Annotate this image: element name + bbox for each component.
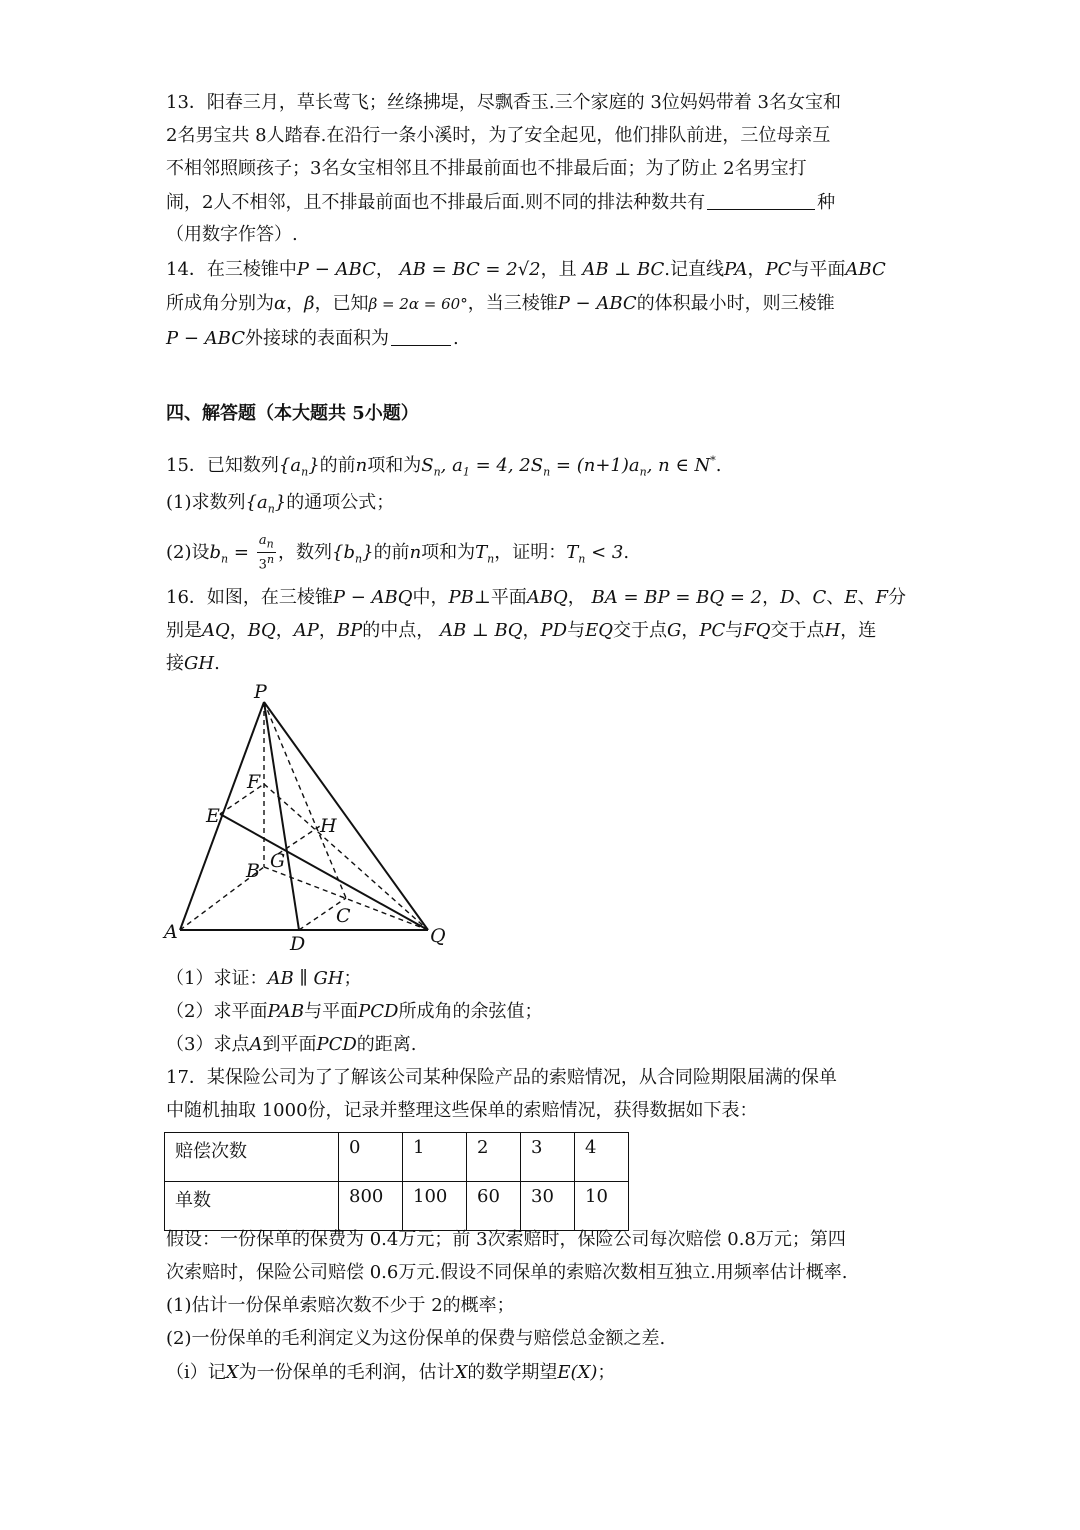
q15-sub: n <box>433 465 441 479</box>
label-C: C <box>336 905 351 927</box>
q15-sub: n <box>221 552 229 566</box>
q16-text: （2）求平面 <box>166 1001 268 1022</box>
q15-text: 15．已知数列 <box>166 455 279 476</box>
q16-math: EQ <box>585 620 613 641</box>
edge-PD <box>264 702 299 930</box>
q15-math: 3 <box>258 556 267 572</box>
q16-text: ， <box>522 620 541 641</box>
q16-math: FQ <box>743 620 771 641</box>
q16-line-2 <box>166 620 876 642</box>
q15-math: = 4, 2S <box>469 455 544 476</box>
q16-part-2 <box>166 1001 542 1023</box>
q15-math: } <box>308 455 320 476</box>
q16-math: AB ⊥ BQ <box>439 620 523 641</box>
q16-math: H <box>824 620 841 641</box>
q14-math: α <box>274 293 287 314</box>
q16-text: 16．如图，在三棱锥 <box>166 587 333 608</box>
q16-math: ABQ <box>526 587 568 608</box>
q15-math: T <box>475 541 488 563</box>
q16-text: （1）求证： <box>166 968 268 989</box>
q15-sub: n <box>578 552 586 566</box>
q15-sub: n <box>301 465 309 479</box>
q14-math: P − ABC <box>296 259 376 280</box>
claims-table <box>164 1132 629 1231</box>
q13-line-4 <box>166 191 835 214</box>
q16-math: E <box>844 587 858 608</box>
table-cell: 0 <box>339 1133 403 1182</box>
section-heading: 四、解答题（本大题共 5小题） <box>166 403 419 424</box>
q14-line-3 <box>166 327 459 350</box>
q15-text: (2)设 <box>166 541 210 563</box>
q15-sub: n <box>487 552 495 566</box>
answer-blank <box>391 327 451 346</box>
q14-math: β <box>304 293 315 314</box>
table-cell: 单数 <box>165 1182 339 1231</box>
q14-text: ，当三棱锥 <box>467 293 558 314</box>
q16-part-3 <box>166 1034 417 1056</box>
q15-math: = (n+1)a <box>550 455 640 476</box>
q14-text: 的体积最小时，则三棱锥 <box>636 293 835 314</box>
label-Q: Q <box>430 925 446 947</box>
q13-unit: 种 <box>817 192 836 213</box>
q16-math: D <box>780 587 795 608</box>
q15-sub: n <box>266 537 274 551</box>
q15-math: S <box>421 455 434 476</box>
q16-text: 平面 <box>490 587 527 608</box>
q14-text: .记直线 <box>664 259 725 280</box>
q15-sub: n <box>267 502 275 516</box>
q14-math: PC <box>765 259 792 280</box>
q16-text: 交于点 <box>770 620 825 641</box>
table-cell: 赔偿次数 <box>165 1133 339 1182</box>
q15-math: a <box>258 533 267 548</box>
q14-math: P − ABC <box>557 293 637 314</box>
q14-math: AB ⊥ BC <box>582 259 665 280</box>
q16-part-1 <box>166 968 362 990</box>
q15-math: < 3 <box>585 541 624 563</box>
q17-line-2: 中随机抽取 1000份，记录并整理这些保单的索赔情况，获得数据如下表： <box>166 1100 758 1121</box>
q16-text: 交于点 <box>613 620 667 641</box>
q13-line-4-text: 闹，2人不相邻，且不排最前面也不排最后面.则不同的排法种数共有 <box>166 192 706 213</box>
label-E: E <box>206 805 220 827</box>
q17-text: 的数学期望 <box>467 1362 558 1383</box>
q14-math: PA <box>724 259 748 280</box>
q16-math: PAB <box>267 1001 305 1022</box>
table-row <box>165 1182 629 1231</box>
q16-math: PCD <box>358 1001 399 1022</box>
q16-line-3 <box>166 653 220 675</box>
q17-text: （i）记 <box>166 1362 226 1383</box>
q15-math: , a <box>440 455 463 476</box>
q15-text: . <box>623 541 630 563</box>
q13-line-1: 13．阳春三月，草长莺飞；丝绦拂堤，尽飘香玉.三个家庭的 3位妈妈带着 3名女宝和 <box>166 92 841 113</box>
q16-math: A <box>249 1034 263 1055</box>
q16-text: ， <box>275 620 294 641</box>
q16-math: P − ABQ <box>332 587 413 608</box>
q15-sub: n <box>355 552 363 566</box>
label-P: P <box>254 682 267 703</box>
q17-line-1: 17．某保险公司为了了解该公司某种保险产品的索赔情况，从合同险期限届满的保单 <box>166 1067 837 1088</box>
q15-text: 的前 <box>373 541 410 563</box>
q15-text: 项和为 <box>421 541 476 563</box>
q16-text: 到平面 <box>262 1034 317 1055</box>
q15-text: ，证明： <box>494 541 567 563</box>
q16-math: GH <box>184 653 215 674</box>
q14-line-1 <box>166 259 886 281</box>
q15-math: n <box>355 455 368 476</box>
fraction <box>257 534 276 572</box>
q14-line-2 <box>166 293 835 315</box>
q15-sub: n <box>543 465 551 479</box>
q15-sup: * <box>710 454 716 467</box>
q16-text: 与 <box>567 620 586 641</box>
q13-line-5: （用数字作答）. <box>166 224 298 245</box>
q16-text: 的中点， <box>362 620 435 641</box>
q16-text: 的距离. <box>356 1034 417 1055</box>
label-H: H <box>320 815 337 837</box>
q16-text: （3）求点 <box>166 1034 250 1055</box>
q16-text: 、 <box>857 587 876 608</box>
q16-math: F <box>875 587 888 608</box>
q16-text: 与平面 <box>304 1001 359 1022</box>
table-cell: 1 <box>403 1133 467 1182</box>
q16-text: 、 <box>826 587 845 608</box>
table-row <box>165 1133 629 1182</box>
q13-line-2: 2名男宝共 8人踏春.在沿行一条小溪时，为了安全起见，他们排队前进，三位母亲互 <box>166 125 831 146</box>
q16-math: PB⊥ <box>448 587 491 608</box>
q14-text: 与平面 <box>791 259 846 280</box>
q16-text: 与 <box>725 620 744 641</box>
q16-math: AQ <box>202 620 230 641</box>
q16-math: PCD <box>316 1034 357 1055</box>
q15-text: 的通项公式； <box>286 492 395 513</box>
q16-text: ， <box>567 587 586 608</box>
q15-text: . <box>715 455 722 476</box>
q16-text: ，连 <box>840 620 877 641</box>
q17-line-6: (2)一份保单的毛利润定义为这份保单的保费与赔偿总金额之差. <box>166 1328 666 1349</box>
q15-math: , n ∈ N <box>646 455 711 476</box>
q16-text: ， <box>681 620 700 641</box>
q15-math: {a <box>245 492 268 513</box>
table-cell: 3 <box>521 1133 575 1182</box>
table-cell: 10 <box>575 1182 629 1231</box>
q15-line-1 <box>166 450 722 484</box>
q16-math: G <box>667 620 682 641</box>
q15-math: {a <box>278 455 302 476</box>
q15-math: b <box>209 541 222 563</box>
q16-math: AB ∥ GH <box>267 968 344 989</box>
q15-math: n <box>409 541 422 563</box>
q16-text: ， <box>318 620 337 641</box>
q13-line-3: 不相邻照顾孩子；3名女宝相邻且不排最前面也不排最后面；为了防止 2名男宝打 <box>166 158 807 179</box>
table-cell: 30 <box>521 1182 575 1231</box>
q16-text: ， <box>762 587 781 608</box>
table-cell: 2 <box>467 1133 521 1182</box>
q15-sup: n <box>266 552 275 566</box>
q17-text: ； <box>597 1362 616 1383</box>
q17-line-4: 次索赔时，保险公司赔偿 0.6万元.假设不同保单的索赔次数相互独立.用频率估计概率. <box>166 1262 848 1283</box>
q14-text: ，且 <box>540 259 577 280</box>
q15-sub: n <box>639 465 647 479</box>
q17-math: E(X) <box>557 1362 598 1383</box>
table-cell: 4 <box>575 1133 629 1182</box>
q15-part-1 <box>166 492 394 521</box>
q14-math: P − ABC <box>166 328 245 349</box>
q15-math: = <box>228 541 255 563</box>
q14-text: ， <box>286 293 305 314</box>
label-G: G <box>270 850 286 872</box>
q15-math: } <box>362 541 374 563</box>
q16-text: 中， <box>412 587 449 608</box>
q16-math: BQ <box>247 620 276 641</box>
q15-math: T <box>566 541 579 563</box>
q15-text: (1)求数列 <box>166 492 246 513</box>
answer-blank <box>707 191 815 210</box>
label-D: D <box>290 933 306 955</box>
q16-line-1 <box>166 587 906 609</box>
q16-text: 所成角的余弦值； <box>398 1001 543 1022</box>
q15-sub: 1 <box>462 465 470 479</box>
q16-math: BP <box>336 620 363 641</box>
q14-text: 14．在三棱锥中 <box>166 259 297 280</box>
label-A: A <box>164 921 178 943</box>
q15-math: {b <box>332 541 356 563</box>
q17-line-7 <box>166 1362 615 1384</box>
q17-math: X <box>225 1362 239 1383</box>
q15-part-2 <box>166 534 629 577</box>
q14-text: ，已知 <box>314 293 369 314</box>
q17-text: 为一份保单的毛利润，估计 <box>238 1362 455 1383</box>
q16-text: ， <box>229 620 248 641</box>
q14-text: ， <box>375 259 394 280</box>
table-cell: 60 <box>467 1182 521 1231</box>
q16-text: 分 <box>887 587 906 608</box>
q16-text: . <box>214 653 220 674</box>
q14-text: ， <box>747 259 766 280</box>
q16-math: AP <box>293 620 319 641</box>
q14-text: 所成角分别为 <box>166 293 274 314</box>
q17-math: X <box>454 1362 468 1383</box>
q15-text: ，数列 <box>278 541 333 563</box>
q16-text: 、 <box>794 587 813 608</box>
table-cell: 800 <box>339 1182 403 1231</box>
q16-math: BA = BP = BQ = 2 <box>591 587 763 608</box>
q15-text: 的前 <box>319 455 356 476</box>
label-F: F <box>247 771 261 793</box>
q17-line-3: 假设：一份保单的保费为 0.4万元；前 3次索赔时，保险公司每次赔偿 0.8万元；第四 <box>166 1229 846 1250</box>
fraction-numerator <box>257 534 276 553</box>
q14-text: 外接球的表面积为 <box>244 328 389 349</box>
q14-math: ABC <box>845 259 886 280</box>
q16-math: PC <box>699 620 726 641</box>
q14-text: . <box>452 328 459 349</box>
edge-PQ <box>264 702 428 930</box>
q14-math: β = 2α = 60° <box>368 295 468 313</box>
q16-text: ； <box>343 968 362 989</box>
q16-text: 接 <box>166 653 184 674</box>
q16-text: 别是 <box>166 620 202 641</box>
q16-math: C <box>812 587 827 608</box>
pyramid-figure <box>160 682 460 957</box>
table-cell: 100 <box>403 1182 467 1231</box>
q14-math: AB = BC = 2√2 <box>399 259 541 280</box>
q16-math: PD <box>540 620 568 641</box>
fraction-denominator <box>257 553 276 572</box>
label-B: B <box>246 860 260 882</box>
q15-text: 项和为 <box>367 455 422 476</box>
q17-line-5: (1)估计一份保单索赔次数不少于 2的概率； <box>166 1295 515 1316</box>
q15-math: } <box>274 492 287 513</box>
